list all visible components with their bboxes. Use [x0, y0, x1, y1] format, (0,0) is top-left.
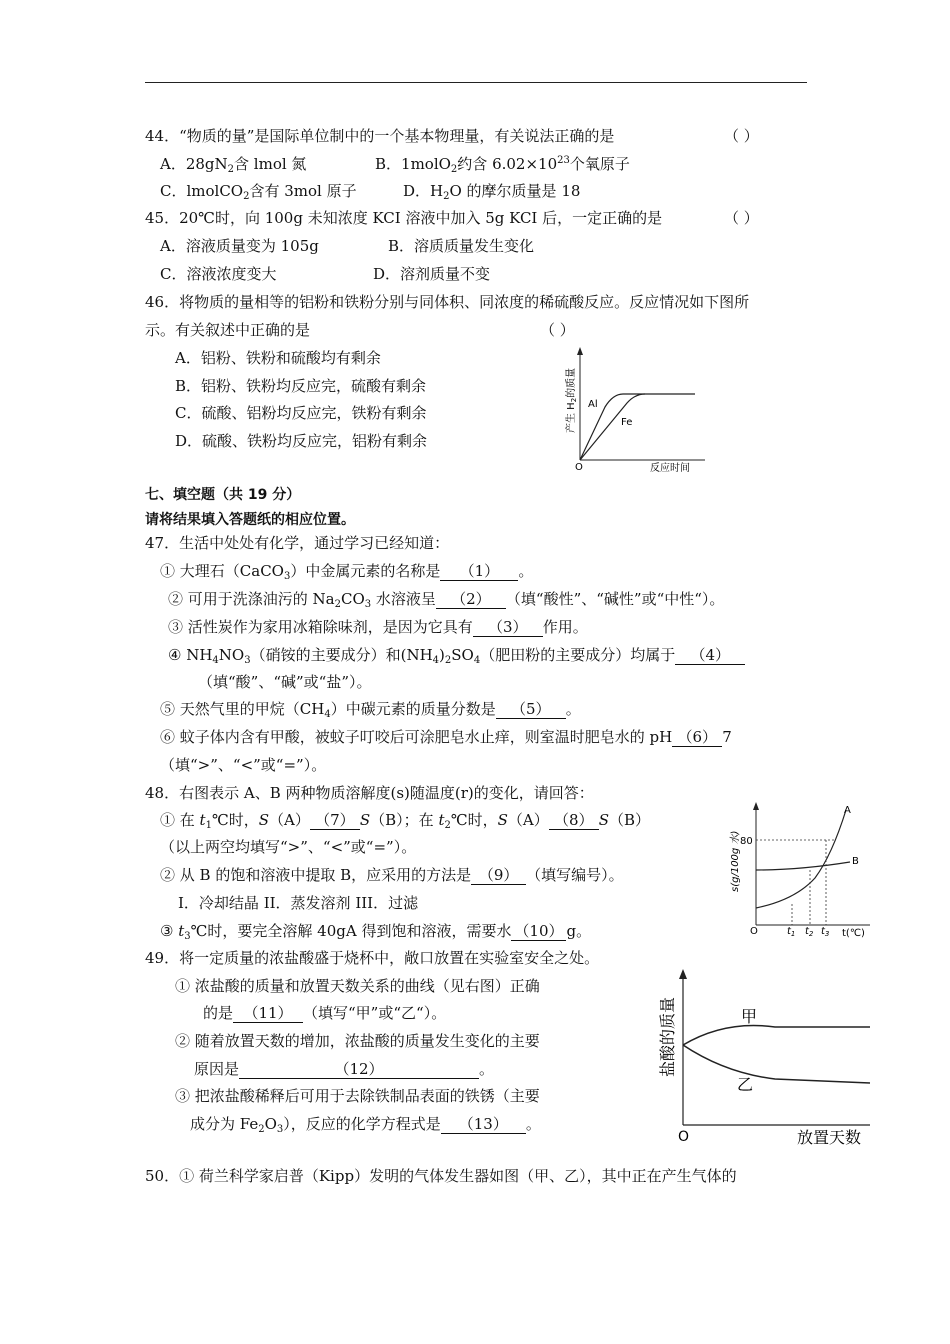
q45-option-b: B．溶质质量发生变化	[388, 237, 535, 255]
q48-xunit: t(℃)	[842, 928, 865, 939]
q45-stem: 45．20℃时，向 100g 未知浓度 KCI 溶液中加入 5g KCI 后，一定正确的是	[145, 209, 663, 227]
q49-line3b: 成分为 $Fe_2O_3$），反应的化学方程式是 （13） 。	[190, 1115, 541, 1135]
q49-xlabel: 放置天数	[797, 1128, 862, 1147]
q47-line4b: （填“酸”、“碱”或“盐”）。	[198, 673, 372, 691]
blank-1[interactable]: （1）	[440, 562, 518, 581]
q49-line2: ② 随着放置天数的增加，浓盐酸的质量发生变化的主要	[175, 1032, 540, 1050]
q47-line6b: （填“>”、“<”或“=”）。	[160, 756, 327, 774]
q44-option-b: B．1molO$_2$约含 $6.02\times 10^{23}$个氧原子	[375, 155, 630, 175]
blank-2[interactable]: （2）	[436, 590, 506, 609]
q49-curve-jia	[683, 1025, 870, 1045]
q49-line1b: 的是 （11） （填写“甲”或“乙“）。	[203, 1004, 447, 1022]
q45-bracket: （ ）	[724, 209, 759, 227]
section-instruction: 请将结果填入答题纸的相应位置。	[145, 512, 355, 528]
q47-line4: ④ $NH_4NO_3$（硝铵的主要成分）和$(NH_4)_2SO_4$（肥田粉的主要成分）均属于 （4）	[168, 645, 745, 665]
q46-option-a: A．铝粉、铁粉和硫酸均有剩余	[175, 349, 381, 367]
q48-line1: ① 在 $t_1℃$时，S（A） （7） S（B）；在 $t_2℃$时，S（A） （8） S（B）	[160, 811, 651, 831]
blank-10[interactable]: （10）	[511, 922, 566, 941]
q50-stem: 50．① 荷兰科学家启普（Kipp）发明的气体发生器如图（甲、乙），其中正在产生气体的	[145, 1167, 737, 1185]
q46-y-arrow-icon	[577, 347, 583, 355]
q49-stem: 49．将一定质量的浓盐酸盛于烧杯中，敞口放置在实验室安全之处。	[145, 949, 600, 967]
q48-line4: ③ $t_3℃$时，要完全溶解 40gA 得到饱和溶液，需要水 （10） g。	[160, 922, 592, 942]
q48-label-b: B	[852, 856, 859, 867]
q46-stem-line1: 46．将物质的量相等的铝粉和铁粉分别与同体积、同浓度的稀硫酸反应。反应情况如下图所	[145, 293, 750, 311]
q48-origin: O	[750, 926, 758, 937]
q48-stem: 48．右图表示 A、B 两种物质溶解度(s)随温度(r)的变化，请回答：	[145, 784, 594, 802]
q46-origin: O	[575, 462, 583, 473]
q48-ylabel: s(g/100g 水)	[730, 830, 741, 892]
q48-tick-80: 80	[740, 836, 753, 847]
blank-12[interactable]: （12）	[239, 1060, 479, 1079]
q48-curve-a	[756, 810, 846, 908]
q47-line6: ⑥ 蚊子体内含有甲酸，被蚊子叮咬后可涂肥皂水止痒，则室温时肥皂水的 pH （6） 7	[160, 728, 732, 746]
q49-line3: ③ 把浓盐酸稀释后可用于去除铁制品表面的铁锈（主要	[175, 1087, 540, 1105]
blank-3[interactable]: （3）	[473, 618, 543, 637]
q47-line2: ② 可用于洗涤油污的 $Na_2CO_3$ 水溶液呈 （2） （填“酸性”、“碱性”或“中性“）。	[168, 590, 725, 610]
blank-7[interactable]: （7）	[310, 811, 360, 830]
q46-xlabel: 反应时间	[650, 463, 690, 474]
q49-line2b: 原因是 （12） 。	[194, 1060, 495, 1078]
q45-option-d: D．溶剂质量不变	[373, 265, 491, 283]
q47-line1: ① 大理石（CaCO$_3$）中金属元素的名称是 （1） 。	[160, 562, 534, 582]
q48-graph	[720, 800, 880, 945]
q46-stem-line2: 示。有关叙述中正确的是	[145, 321, 311, 339]
q46-option-d: D．硫酸、铁粉均反应完，铝粉有剩余	[175, 432, 428, 450]
q46-option-b: B．铝粉、铁粉均反应完，硫酸有剩余	[175, 377, 427, 395]
q45-option-c: C．溶液浓度变大	[160, 265, 277, 283]
q47-line5: ⑤ 天然气里的甲烷$(CH_4)$中碳元素的质量分数是 （5） 。	[160, 700, 581, 720]
q44-option-d: D．$H_2O$ 的摩尔质量是 18	[403, 182, 581, 202]
blank-4[interactable]: （4）	[675, 646, 745, 665]
blank-9[interactable]: （9）	[471, 866, 526, 885]
q46-option-c: C．硫酸、铝粉均反应完，铁粉有剩余	[175, 404, 427, 422]
q44-bracket: （ ）	[724, 127, 759, 145]
blank-13[interactable]: （13）	[441, 1115, 526, 1134]
q46-graph	[555, 345, 710, 475]
q46-label-al: Al	[588, 399, 598, 410]
q48-line1b: （以上两空均填写“>”、“<”或“=”）。	[160, 838, 417, 856]
q48-line3: I．冷却结晶 II．蒸发溶剂 III．过滤	[178, 894, 419, 912]
q49-ylabel: 盐酸的质量	[658, 996, 677, 1077]
q48-t1-label: $t_1$	[787, 926, 796, 938]
blank-11[interactable]: （11）	[233, 1004, 303, 1023]
q48-y-arrow-icon	[753, 802, 759, 810]
q48-curve-b	[756, 862, 850, 870]
blank-8[interactable]: （8）	[549, 811, 599, 830]
q49-graph	[645, 965, 885, 1155]
q47-line3: ③ 活性炭作为家用冰箱除味剂，是因为它具有 （3） 作用。	[168, 618, 588, 636]
q49-curve-yi	[683, 1045, 870, 1083]
q49-label-yi: 乙	[737, 1075, 754, 1094]
q48-line2: ② 从 B 的饱和溶液中提取 B，应采用的方法是 （9） （填写编号）。	[160, 866, 624, 884]
q48-t2-label: $t_2$	[805, 926, 814, 938]
q48-t3-label: $t_3$	[821, 926, 830, 938]
q45-option-a: A．溶液质量变为 105g	[160, 237, 319, 255]
q49-line1: ① 浓盐酸的质量和放置天数关系的曲线（见右图）正确	[175, 977, 540, 995]
q49-label-jia: 甲	[741, 1007, 758, 1026]
section-title: 七、填空题（共 19 分）	[145, 487, 301, 503]
q47-stem: 47．生活中处处有化学，通过学习已经知道：	[145, 534, 450, 552]
header-rule	[145, 82, 807, 83]
q46-bracket: （ ）	[540, 321, 575, 339]
q44-option-a: A．$28gN_2$含 lmol 氮	[160, 155, 307, 175]
q44-stem: 44．“物质的量”是国际单位制中的一个基本物理量，有关说法正确的是	[145, 127, 615, 145]
q49-origin: O	[678, 1129, 690, 1145]
q46-label-fe: Fe	[621, 417, 633, 428]
q46-ylabel: 产生 $H_2$的质量	[566, 367, 578, 433]
q44-option-c: C．lmolCO$_2$含有 3mol 原子	[160, 182, 357, 202]
blank-6[interactable]: （6）	[672, 728, 722, 747]
q48-label-a: A	[844, 805, 851, 816]
blank-5[interactable]: （5）	[496, 700, 566, 719]
q49-y-arrow-icon	[679, 969, 687, 979]
